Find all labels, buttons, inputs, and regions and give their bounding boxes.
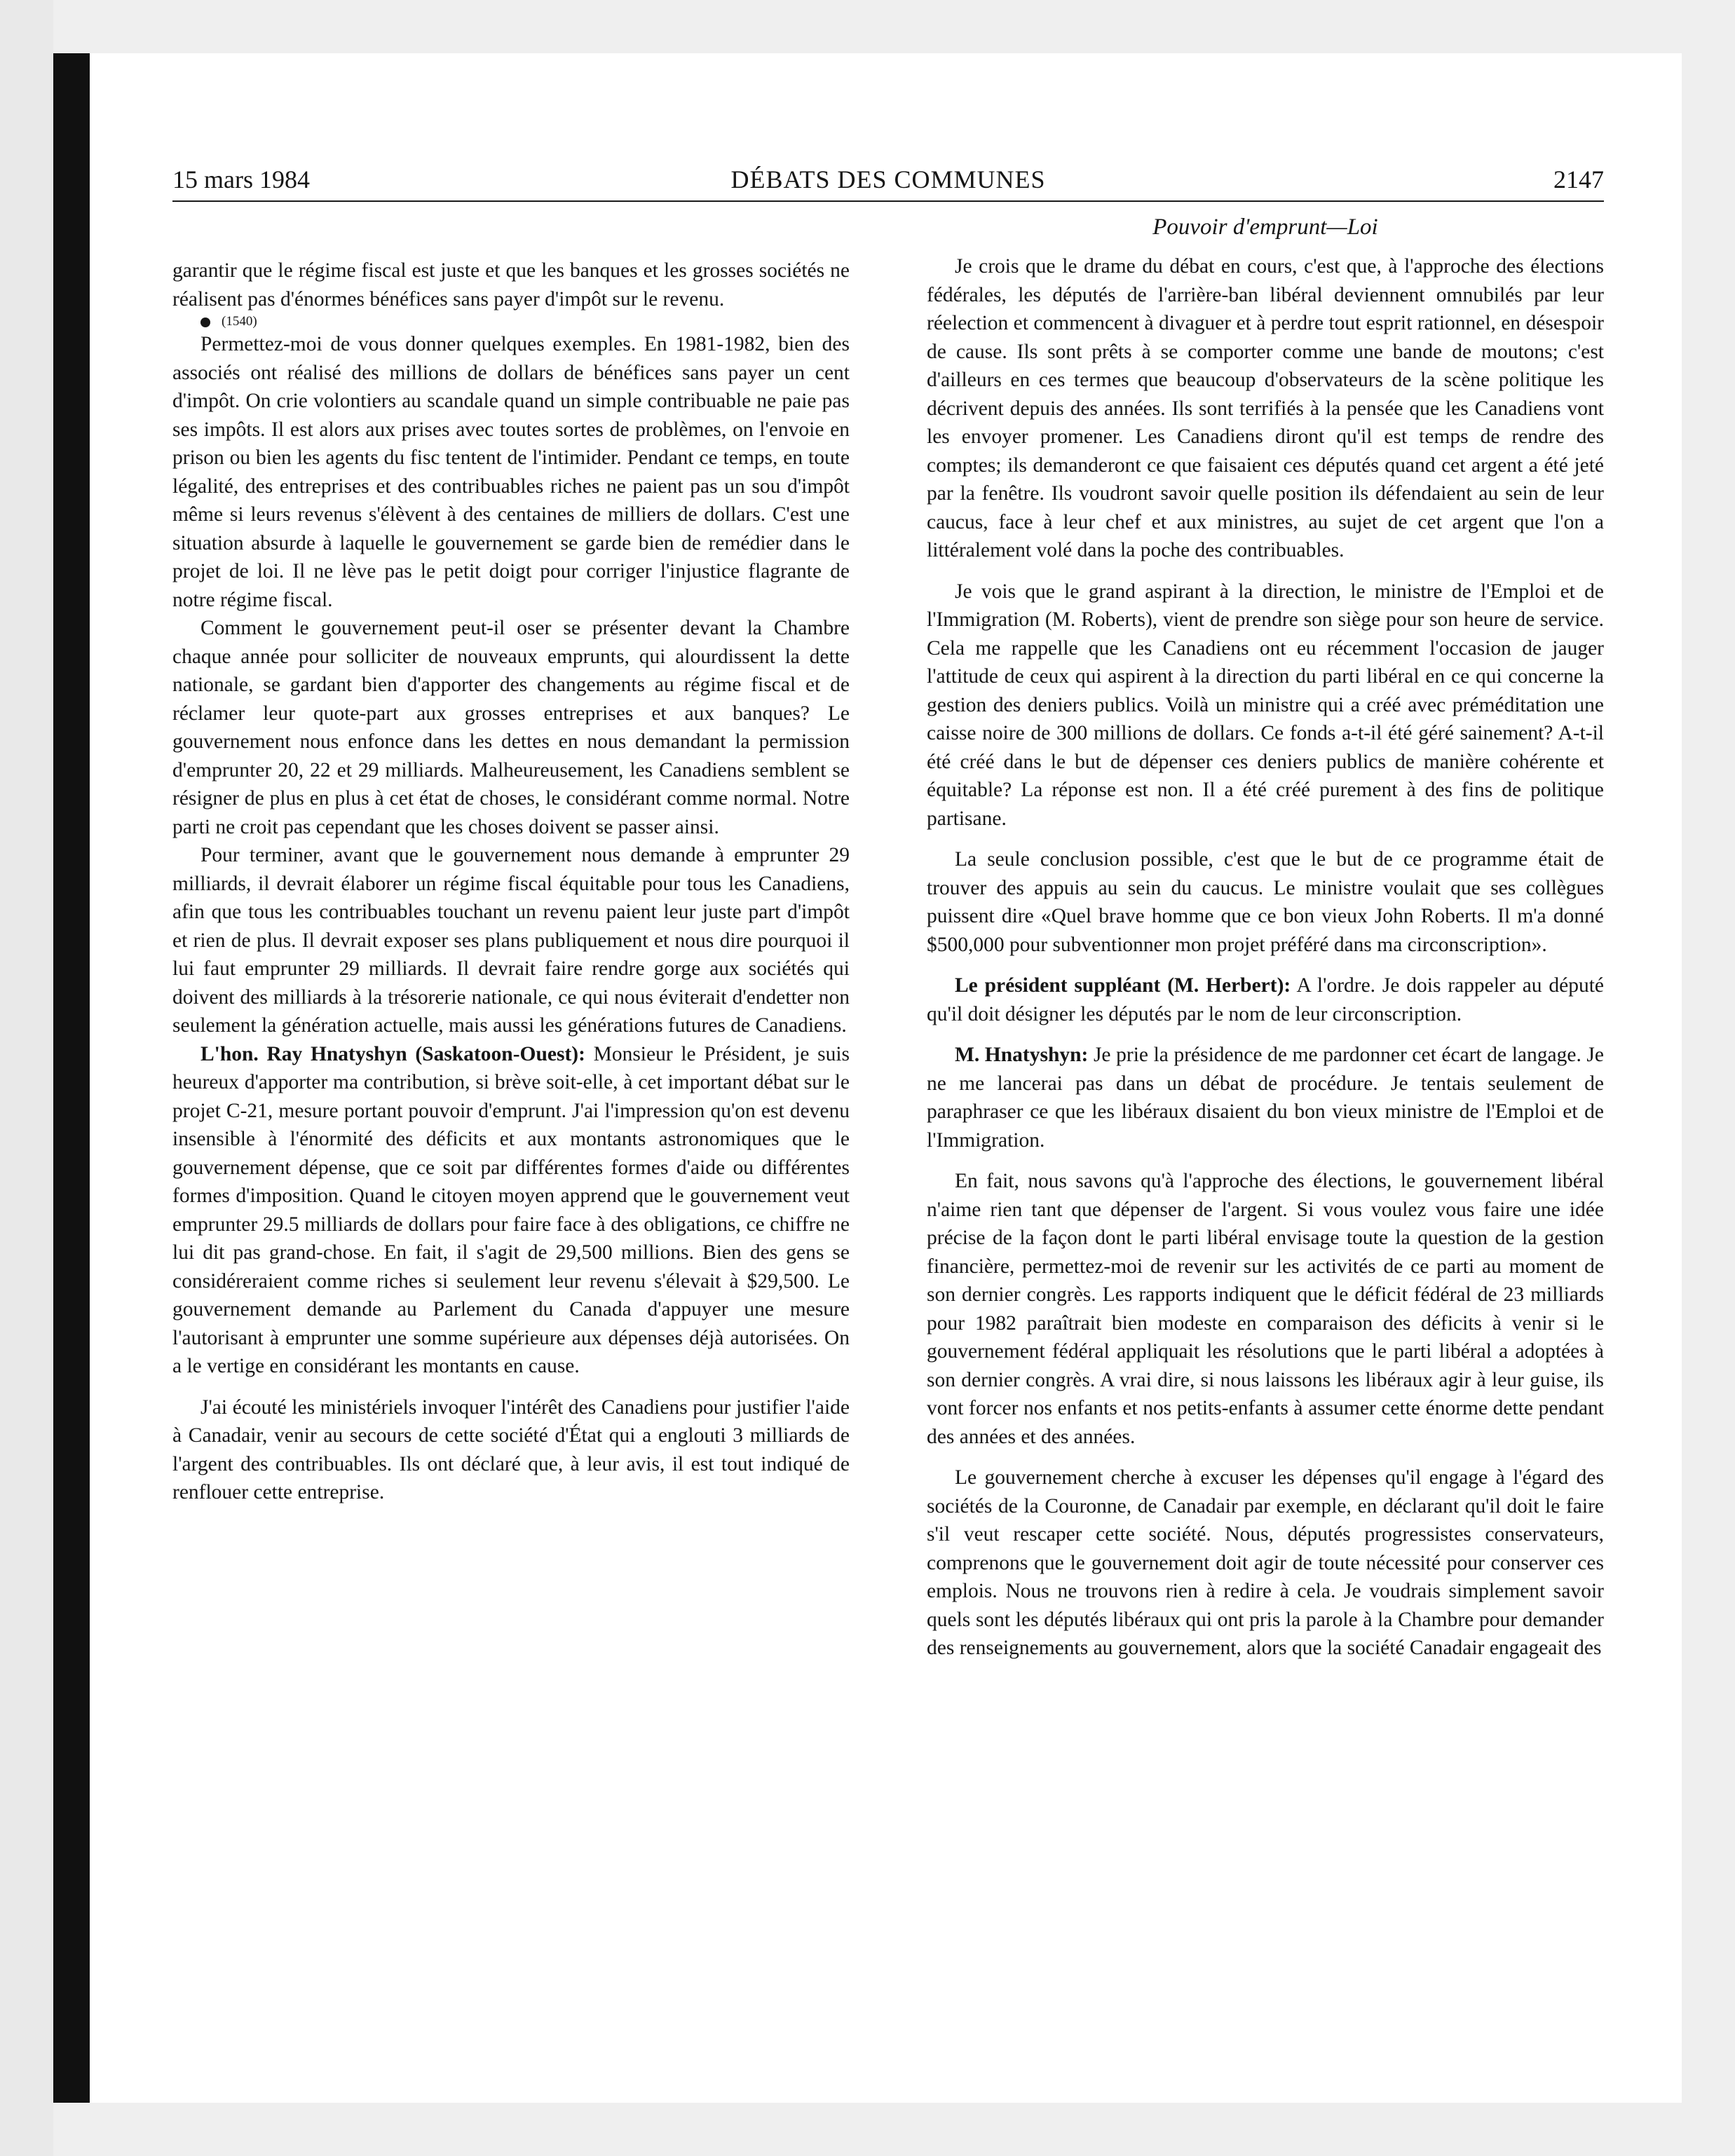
paragraph: garantir que le régime fiscal est juste et que les banques et les grosses sociétés ne réalisent pas d'énormes bénéfices sans payer d'impôt sur le revenu.: [172, 259, 850, 311]
paragraph: Comment le gouvernement peut-il oser se présenter devant la Chambre chaque année pour solliciter de nouveaux emprunts, qui alourdissent la dette nationale, se gardant bien d'apporter des changements au régime fiscal et de réclamer leur quote-part aux grosses entreprises et aux banques? Le gouvernement nous enfonce dans les dettes en nous demandant la permission d'emprunter 20, 22 et 29 milliards. Malheureusement, les Canadiens semblent se résigner de plus en plus à cet état de choses, le considérant comme normal. Notre parti ne croit pas cependant que les choses doivent se passer ainsi.: [172, 617, 850, 838]
speech-text: Monsieur le Président, je suis heureux d'apporter ma contribution, si brève soit-elle, à cet important débat sur le projet C-21, mesure portant pouvoir d'emprunt. J'ai l'impression qu'on est devenu insensible à l'énormité des déficits et aux montants astronomiques que le gouvernement dépense, que ce soit par différentes formes d'aide ou différentes formes d'imposition. Quand le citoyen moyen apprend que le gouvernement veut emprunter 29.5 milliards de dollars pour faire face à des obligations, ce chiffre ne lui dit pas grand-chose. En fait, il s'agit de 29,500 millions. Bien des gens se considéreraient comme riches si seulement leur revenu s'élevait à $29,500. Le gouvernement demande au Parlement du Canada d'appuyer une mesure l'autorisant à emprunter une somme supérieure aux dépenses déjà autorisées. On a le vertige en considérant les montants en cause.: [172, 1042, 850, 1377]
left-column: [172, 257, 850, 1507]
header-title: DÉBATS DES COMMUNES: [730, 165, 1046, 193]
time-marker-label: (1540): [222, 314, 257, 329]
paragraph: Le gouvernement cherche à excuser les dépenses qu'il engage à l'égard des sociétés de la Couronne, de Canadair par exemple, en déclarant qu'il doit le faire s'il veut rescaper cette société. Nous, députés progressistes conservateurs, comprenons que le gouvernement doit agir de toute nécessité pour conserver ces emplois. Nous ne trouvons rien à redire à cela. Je voudrais simplement savoir quels sont les députés libéraux qui ont pris la parole à la Chambre pour demander des renseignements au gouvernement, alors que la société Canadair engageait des: [927, 1466, 1604, 1659]
paragraph: Je vois que le grand aspirant à la direction, le ministre de l'Emploi et de l'Immigration (M. Roberts), vient de prendre son siège pour son heure de service. Cela me rappelle que les Canadiens ont eu récemment l'occasion de jauger l'attitude de ceux qui aspirent à la direction du parti libéral en ce qui concerne la gestion des deniers publics. Voilà un ministre qui a créé avec préméditation une caisse noire de 300 millions de dollars. Ce fonds a-t-il été géré sainement? A-t-il été créé dans le but de dépenser ces deniers publics de manière cohérente et équitable? La réponse est non. Il a été créé purement à des fins de politique partisane.: [927, 580, 1604, 830]
speech-text: A l'ordre. Je dois rappeler au député qu'il doit désigner les députés par le nom de leur circonscription.: [927, 974, 1604, 1025]
paragraph: J'ai écouté les ministériels invoquer l'intérêt des Canadiens pour justifier l'aide à Canadair, venir au secours de cette société d'État qui a englouti 3 milliards de l'argent des contribuables. Ils ont déclaré que, à leur avis, il est tout indiqué de renflouer cette entreprise.: [172, 1396, 850, 1503]
scan-margin-right: [1682, 0, 1735, 2156]
header-page-number: 2147: [1553, 165, 1604, 193]
header-rule: [172, 200, 1604, 202]
page-header: [172, 158, 1604, 200]
paragraph: Pour terminer, avant que le gouvernement nous demande à emprunter 29 milliards, il devrait élaborer un régime fiscal équitable pour tous les Canadiens, afin que tous les contribuables touchant un revenu paient leur juste part d'impôt et rien de plus. Il devrait exposer ses plans publiquement et nous dire pourquoi il lui faut emprunter 29 milliards. Il devrait faire rendre gorge aux sociétés qui doivent des milliards à la trésorerie nationale, ce qui nous éviterait d'endetter non seulement la génération actuelle, mais aussi les générations futures de Canadiens.: [172, 844, 850, 1037]
time-marker: [172, 313, 850, 330]
right-column: [927, 252, 1604, 1663]
header-date: 15 mars 1984: [172, 165, 310, 193]
speaker-name: M. Hnatyshyn:: [955, 1044, 1089, 1066]
speech-paragraph: [927, 971, 1604, 1028]
scan-margin-left: [0, 0, 53, 2156]
running-title: Pouvoir d'emprunt—Loi: [1152, 214, 1378, 240]
paragraph: En fait, nous savons qu'à l'approche des élections, le gouvernement libéral n'aime rien tant que dépenser de l'argent. Si vous voulez vous faire une idée précise de la façon dont le parti libéral envisage toute la question de la gestion financière, permettez-moi de revenir sur les activités de ce parti au moment de son dernier congrès. Les rapports indiquent que le déficit fédéral de 23 milliards pour 1982 paraîtrait bien modeste en comparaison des déficits à venir si le gouvernement fédéral appliquait les résolutions que le parti libéral a adoptées à son dernier congrès. A vrai dire, si nous laissons les libéraux agir à leur guise, ils vont forcer nos enfants et nos petits-enfants à assumer cette énorme dette pendant des années et des années.: [927, 1170, 1604, 1448]
scan-margin-top: [53, 0, 1735, 53]
paragraph: La seule conclusion possible, c'est que le but de ce programme était de trouver des appuis au sein du caucus. Le ministre voulait que ses collègues puissent dire «Quel brave homme que ce bon vieux John Roberts. Il m'a donné $500,000 pour subventionner mon projet préféré dans ma circonscription».: [927, 848, 1604, 956]
bullet-icon: [200, 318, 210, 327]
paragraph: Permettez-moi de vous donner quelques exemples. En 1981-1982, bien des associés ont réalisé des millions de dollars de bénéfices sans payer un cent d'impôt. On crie volontiers au scandale quand un simple contribuable ne paie pas ses impôts. Il est alors aux prises avec toutes sortes de problèmes, on l'envoie en prison ou bien les agents du fisc tentent de l'intimider. Pendant ce temps, en toute légalité, des entreprises et des contribuables riches ne paient pas un sou d'impôt même si leurs revenus s'élèvent à des centaines de milliers de dollars. C'est une situation absurde à laquelle le gouvernement se garde bien de remédier dans le projet de loi. Il ne lève pas le petit doigt pour corriger l'injustice flagrante de notre régime fiscal.: [172, 333, 850, 611]
scan-margin-bottom: [53, 2103, 1735, 2156]
speech-paragraph: [172, 1040, 850, 1381]
scan-binding-bar: [53, 53, 90, 2103]
speech-paragraph: [927, 1041, 1604, 1154]
speaker-name: Le président suppléant (M. Herbert):: [955, 974, 1291, 997]
speech-text: Je prie la présidence de me pardonner cet écart de langage. Je ne me lancerai pas dans un débat de procédure. Je tentais seulement de paraphraser ce que les libéraux disaient du bon vieux ministre de l'Emploi et de l'Immigration.: [927, 1044, 1604, 1152]
speaker-name: L'hon. Ray Hnatyshyn (Saskatoon-Ouest):: [200, 1042, 585, 1065]
paragraph: Je crois que le drame du débat en cours, c'est que, à l'approche des élections fédérales, les députés de l'arrière-ban libéral deviennent omnubilés par leur réelection et commencent à divaguer et à perdre tout esprit rationnel, en désespoir de cause. Ils sont prêts à se comporter comme une bande de moutons; c'est d'ailleurs en ces termes que beaucoup d'observateurs de la scène politique les décrivent depuis des années. Ils sont terrifiés à la pensée que les Canadiens vont les envoyer promener. Les Canadiens diront qu'il est temps de rendre des comptes; ils demanderont ce que faisaient ces députés quand cet argent a été jeté par la fenêtre. Ils voudront savoir quelle position ils défendaient au sein de leur caucus, face à leur chef et aux ministres, au sujet de cet argent que l'on a littéralement volé dans la poche des contribuables.: [927, 255, 1604, 561]
